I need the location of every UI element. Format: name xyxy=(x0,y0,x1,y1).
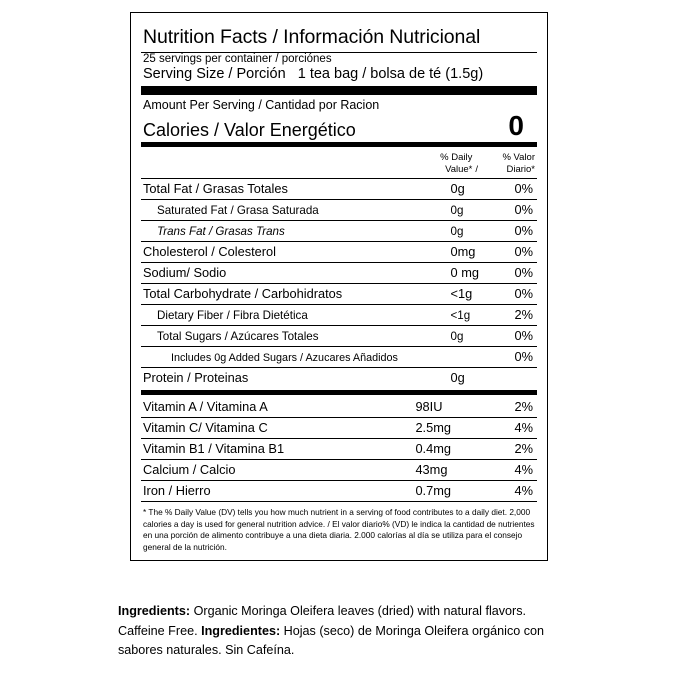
serving-size-line xyxy=(143,66,537,82)
thick-divider-top xyxy=(141,86,537,95)
table-row xyxy=(141,459,537,480)
vitamin-amount: 2.5mg xyxy=(413,417,485,438)
table-row xyxy=(141,262,537,283)
dv-header-es-line1: % Valor xyxy=(502,152,535,164)
nutrient-name: Total Sugars / Azúcares Totales xyxy=(141,325,449,346)
nutrition-facts-panel xyxy=(130,12,548,561)
dv-header-spanish xyxy=(481,152,535,174)
nutrient-amount xyxy=(449,346,485,367)
nutrient-dv: 0% xyxy=(485,325,537,346)
nutrient-name: Includes 0g Added Sugars / Azucares Añadidos xyxy=(141,346,449,367)
dv-header-slash: / xyxy=(475,163,478,175)
ingredients-section xyxy=(118,602,568,661)
nutrient-dv: 0% xyxy=(485,179,537,200)
vitamins-divider xyxy=(141,390,537,395)
servings-per-container: 25 servings per container / porciónes xyxy=(143,53,332,66)
ingredients-text-en: Organic Moringa Oleifera leaves (dried) with natural flavors. Caffeine Free. xyxy=(118,604,527,638)
nutrient-amount: 0g xyxy=(449,325,485,346)
vitamin-dv: 2% xyxy=(485,397,537,418)
nutrient-amount: 0g xyxy=(449,220,485,241)
table-row xyxy=(141,179,537,200)
dv-header-english xyxy=(408,152,472,174)
nutrients-table xyxy=(141,179,537,388)
amount-per-serving: Amount Per Serving / Cantidad por Racion xyxy=(143,98,380,113)
nutrient-amount: 0g xyxy=(449,199,485,220)
dv-header-en-line2: Value* xyxy=(445,163,473,175)
table-row xyxy=(141,417,537,438)
table-row xyxy=(141,283,537,304)
nutrient-name: Sodium/ Sodio xyxy=(141,262,449,283)
table-row xyxy=(141,220,537,241)
nutrient-name: Dietary Fiber / Fibra Dietética xyxy=(141,304,449,325)
ingredients-label-es: Ingredientes: xyxy=(201,623,281,638)
nutrient-dv: 0% xyxy=(485,346,537,367)
nutrient-amount: 0 mg xyxy=(449,262,485,283)
nutrient-name: Protein / Proteinas xyxy=(143,370,249,386)
panel-title: Nutrition Facts / Información Nutricional xyxy=(143,26,481,48)
vitamin-amount: 0.4mg xyxy=(413,438,485,459)
table-row xyxy=(141,241,537,262)
nutrient-amount: 0g xyxy=(450,370,465,386)
nutrient-name: Cholesterol / Colesterol xyxy=(141,241,449,262)
table-row xyxy=(141,325,537,346)
calories-label: Calories / Valor Energético xyxy=(143,119,356,140)
daily-value-header xyxy=(141,149,537,177)
table-row xyxy=(141,397,537,418)
vitamin-dv: 2% xyxy=(485,438,537,459)
table-row xyxy=(141,304,537,325)
nutrient-amount: <1g xyxy=(449,304,485,325)
table-row xyxy=(141,346,537,367)
dv-header-es-line2: Diario* xyxy=(506,163,535,175)
nutrient-dv: 2% xyxy=(485,304,537,325)
vitamin-dv: 4% xyxy=(485,459,537,480)
serving-size-value: 1 tea bag / bolsa de té (1.5g) xyxy=(297,66,484,83)
dv-header-en-line1: % Daily xyxy=(440,152,473,164)
nutrient-dv: 0% xyxy=(485,241,537,262)
vitamin-amount: 43mg xyxy=(413,459,485,480)
nutrient-name: Total Carbohydrate / Carbohidratos xyxy=(141,283,449,304)
vitamin-name: Vitamin B1 / Vitamina B1 xyxy=(141,438,413,459)
vitamin-amount: 0.7mg xyxy=(413,480,485,501)
calories-divider xyxy=(141,142,537,147)
nutrient-dv: 0% xyxy=(485,199,537,220)
ingredients-label-en: Ingredients: xyxy=(118,604,191,618)
table-row xyxy=(141,438,537,459)
nutrient-dv: 0% xyxy=(485,220,537,241)
nutrient-dv: 0% xyxy=(485,283,537,304)
nutrient-name: Saturated Fat / Grasa Saturada xyxy=(141,199,449,220)
calories-value: 0 xyxy=(508,110,523,142)
vitamin-name: Vitamin A / Vitamina A xyxy=(141,397,413,418)
calories-row xyxy=(141,112,537,140)
vitamins-table xyxy=(141,397,537,502)
ingredients-text-es: Hojas (seco) de Moringa Oleifera orgánico con sabores naturales. Sin Cafeína. xyxy=(118,623,545,658)
nutrient-dv: 0% xyxy=(485,262,537,283)
vitamin-dv: 4% xyxy=(485,417,537,438)
nutrient-amount: 0mg xyxy=(449,241,485,262)
vitamin-name: Calcium / Calcio xyxy=(141,459,413,480)
vitamin-dv: 4% xyxy=(485,480,537,501)
nutrient-name: Total Fat / Grasas Totales xyxy=(141,179,449,200)
nutrient-name: Trans Fat / Grasas Trans xyxy=(141,220,449,241)
table-row xyxy=(141,367,537,388)
vitamin-amount: 98IU xyxy=(413,397,485,418)
daily-value-footnote: * The % Daily Value (DV) tells you how much nutrient in a serving of food contributes to a daily diet. 2,000 calories a day is used for general nutrition advice. / El valor diario% (VD) le indica la cantidad de nutrientes en una porción de alimento contribuye a una dieta diaria. 2.000 calorías al día se utiliza para el consejo general de la nutrición. xyxy=(143,506,535,553)
table-row xyxy=(141,199,537,220)
vitamin-name: Iron / Hierro xyxy=(141,480,413,501)
serving-size-label: Serving Size / Porción xyxy=(143,66,286,83)
nutrient-amount: <1g xyxy=(449,283,485,304)
vitamin-name: Vitamin C/ Vitamina C xyxy=(141,417,413,438)
nutrient-dv xyxy=(485,367,537,388)
table-row xyxy=(141,480,537,501)
nutrient-amount: 0g xyxy=(449,179,485,200)
